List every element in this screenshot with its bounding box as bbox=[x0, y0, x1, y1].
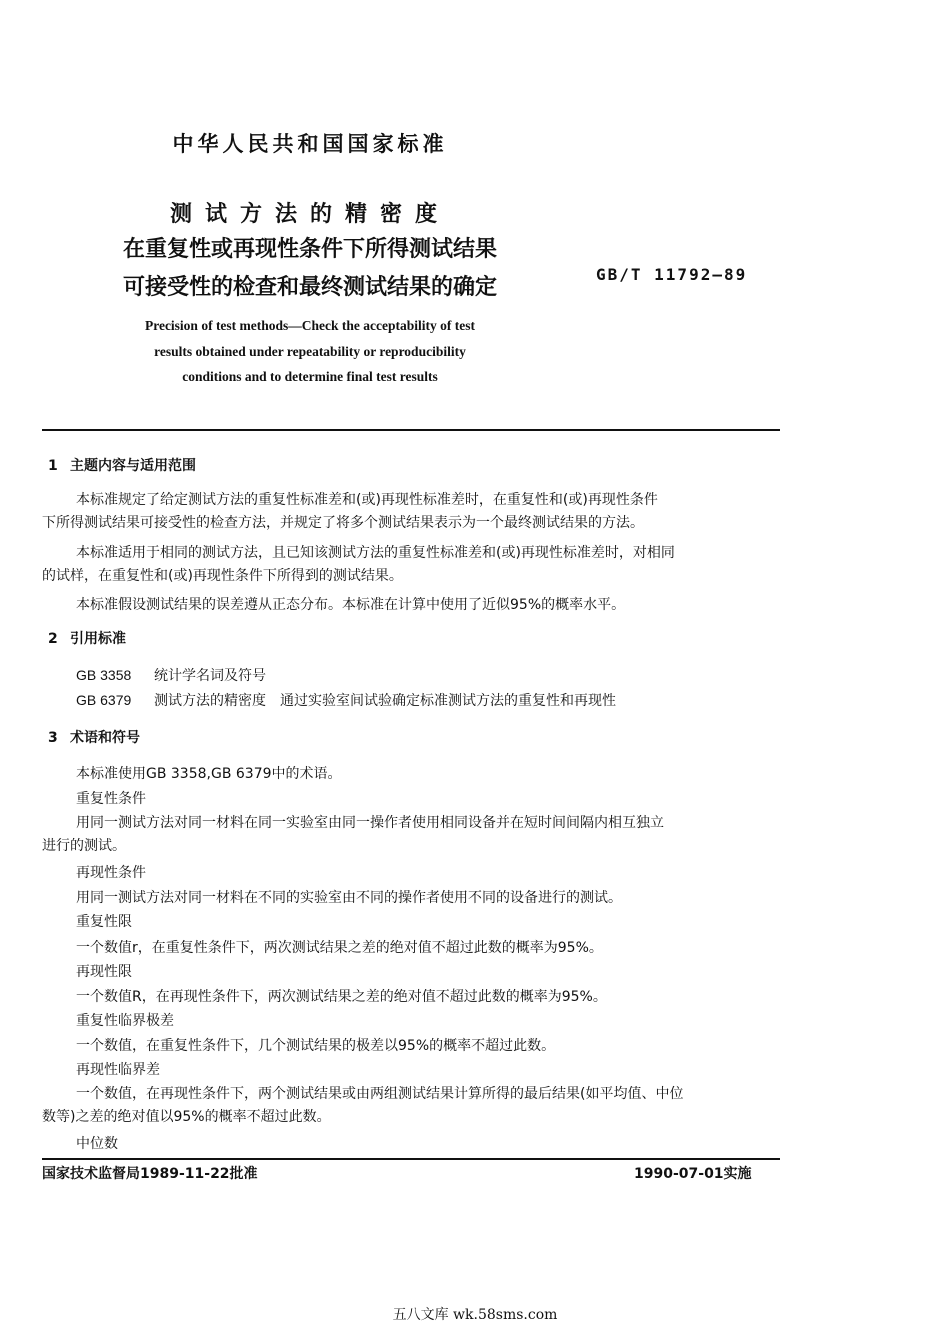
term-repeatability-critical-range: 重复性临界极差 bbox=[76, 1013, 174, 1029]
section-3-heading bbox=[48, 727, 140, 747]
implementation-date: 1990-07-01实施 bbox=[634, 1166, 752, 1182]
standard-number: GB/T 11792—89 bbox=[596, 265, 748, 284]
text-line: 本标准适用于相同的测试方法，且已知该测试方法的重复性标准差和(或)再现性标准差时，对相同 bbox=[76, 545, 675, 561]
term-reproducibility-conditions: 再现性条件 bbox=[76, 865, 146, 881]
term-reproducibility-limit: 再现性限 bbox=[76, 964, 132, 980]
section-2-heading bbox=[48, 628, 126, 648]
watermark-text: 五八文库 wk.58sms.com bbox=[392, 1307, 558, 1323]
text-line: 用同一测试方法对同一材料在同一实验室由同一操作者使用相同设备并在短时间间隔内相互独立 bbox=[76, 815, 664, 831]
section-number: 3 bbox=[48, 730, 58, 746]
section-number: 2 bbox=[48, 631, 58, 647]
text-line: 本标准规定了给定测试方法的重复性标准差和(或)再现性标准差时，在重复性和(或)再现性条件 bbox=[76, 492, 658, 508]
definition-reproducibility-critical-difference bbox=[42, 1083, 780, 1129]
header-divider bbox=[42, 429, 780, 431]
term-median: 中位数 bbox=[76, 1136, 118, 1152]
reference-code: GB 3358 bbox=[76, 667, 132, 683]
section-1-heading bbox=[48, 455, 196, 475]
section-title: 主题内容与适用范围 bbox=[70, 458, 196, 474]
section-title: 术语和符号 bbox=[70, 730, 140, 746]
text-line: 一个数值，在再现性条件下，两个测试结果或由两组测试结果计算所得的最后结果(如平均值、中位 bbox=[76, 1086, 684, 1102]
definition-repeatability-limit: 一个数值r，在重复性条件下，两次测试结果之差的绝对值不超过此数的概率为95%。 bbox=[76, 940, 603, 956]
english-title-line-3: conditions and to determine final test results bbox=[182, 369, 438, 384]
section-number: 1 bbox=[48, 458, 58, 474]
definition-repeatability-critical-range: 一个数值，在重复性条件下，几个测试结果的极差以95%的概率不超过此数。 bbox=[76, 1038, 556, 1054]
term-reproducibility-critical-difference: 再现性临界差 bbox=[76, 1062, 160, 1078]
text-line: 数等)之差的绝对值以95%的概率不超过此数。 bbox=[42, 1109, 331, 1125]
definition-reproducibility-conditions: 用同一测试方法对同一材料在不同的实验室由不同的操作者使用不同的设备进行的测试。 bbox=[76, 890, 622, 906]
section-1-para-3: 本标准假设测试结果的误差遵从正态分布。本标准在计算中使用了近似95%的概率水平。 bbox=[76, 597, 626, 613]
footer-divider bbox=[42, 1158, 780, 1160]
term-repeatability-limit: 重复性限 bbox=[76, 914, 132, 930]
term-repeatability-conditions: 重复性条件 bbox=[76, 791, 146, 807]
text-line: 的试样，在重复性和(或)再现性条件下所得到的测试结果。 bbox=[42, 568, 403, 584]
text-line: 进行的测试。 bbox=[42, 838, 126, 854]
national-standard-label: 中华人民共和国国家标准 bbox=[172, 132, 448, 156]
title-line-3: 可接受性的检查和最终测试结果的确定 bbox=[122, 275, 497, 300]
reference-item bbox=[76, 690, 780, 710]
approval-date: 国家技术监督局1989-11-22批准 bbox=[42, 1166, 258, 1182]
title-line-1: 测试方法的精密度 bbox=[169, 202, 450, 227]
section-1-para-1 bbox=[42, 489, 780, 535]
reference-code: GB 6379 bbox=[76, 692, 132, 708]
text-line: 下所得测试结果可接受性的检查方法，并规定了将多个测试结果表示为一个最终测试结果的方法。 bbox=[42, 515, 644, 531]
definition-reproducibility-limit: 一个数值R，在再现性条件下，两次测试结果之差的绝对值不超过此数的概率为95%。 bbox=[76, 989, 607, 1005]
title-line-2: 在重复性或再现性条件下所得测试结果 bbox=[122, 237, 497, 262]
section-3-intro: 本标准使用GB 3358,GB 6379中的术语。 bbox=[76, 766, 342, 782]
reference-title: 统计学名词及符号 bbox=[154, 668, 266, 684]
definition-repeatability-conditions bbox=[42, 812, 780, 858]
reference-item bbox=[76, 665, 780, 685]
reference-title: 测试方法的精密度 通过实验室间试验确定标准测试方法的重复性和再现性 bbox=[154, 693, 616, 709]
section-title: 引用标准 bbox=[70, 631, 126, 647]
english-title-line-1: Precision of test methods—Check the acceptability of test bbox=[144, 318, 476, 333]
english-title-line-2: results obtained under repeatability or reproducibility bbox=[154, 344, 466, 359]
section-1-para-2 bbox=[42, 542, 780, 588]
